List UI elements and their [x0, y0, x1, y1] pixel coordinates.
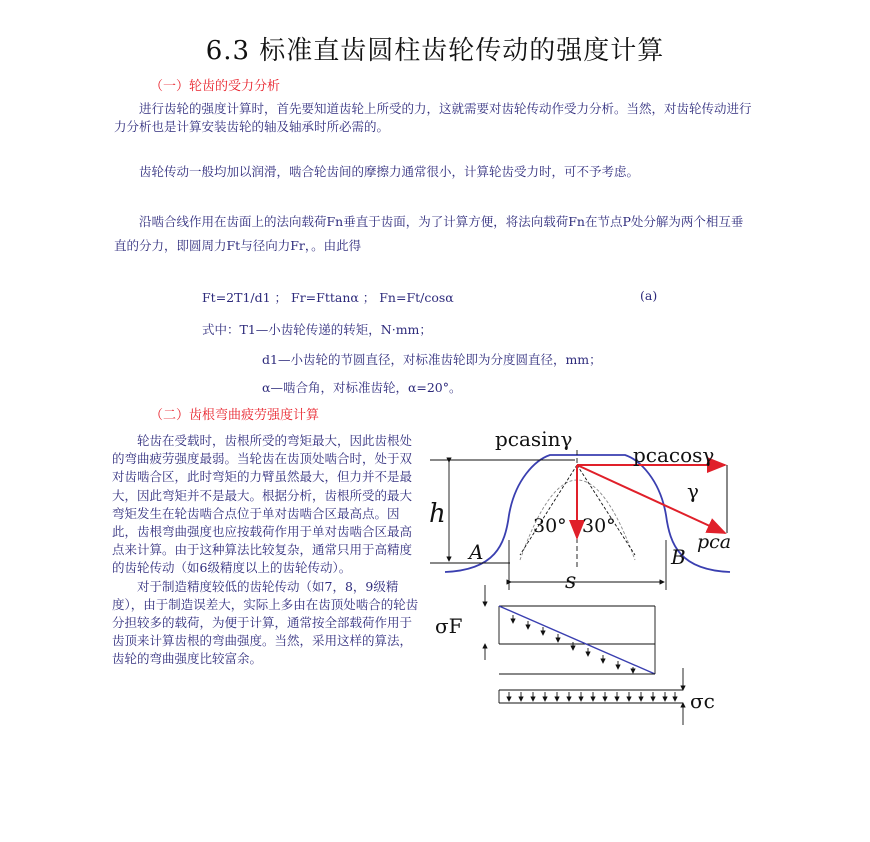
label-s: s [565, 569, 577, 594]
label-pca: pca [697, 531, 732, 553]
section1-paragraph-1: 进行齿轮的强度计算时，首先要知道齿轮上所受的力，这就需要对齿轮传动作受力分析。当然，对齿轮传动进行力分析也是计算安装齿轮的轴及轴承时所必需的。 [114, 101, 752, 134]
section2-paragraph-1: 轮齿在受载时，齿根所受的弯矩最大，因此齿根处的弯曲疲劳强度最弱。当轮齿在齿顶处啮合时，处于双对齿啮合区，此时弯矩的力臂虽然最大，但力并不是最大，因此弯矩并不是最大。根据分析，齿根所受的最大弯矩发生在轮齿啮合点位于单对齿啮合区最高点。因此，齿根弯曲强度也应按载荷作用于单对齿啮合区最高点来计算。由于这种算法比较复杂，通常只用于高精度的齿轮传动（如6级精度以上的齿轮传动）。 [112, 433, 413, 576]
label-30-right: 30° [582, 515, 616, 537]
label-30-left: 30° [533, 515, 567, 537]
section2-heading: （二）齿根弯曲疲劳强度计算 [150, 408, 320, 423]
section2-paragraph-2: 对于制造精度较低的齿轮传动（如7，8，9级精度），由于制造误差大，实际上多由在齿顶处啮合的轮齿分担较多的载荷，为便于计算，通常按全部载荷作用于齿顶来计算齿根的弯曲强度。当然，采用这样的算法，齿轮的弯曲强度比较富余。 [112, 578, 419, 667]
where-line-3: α—啮合角，对标准齿轮，α=20°。 [262, 380, 462, 395]
bending-stress-distribution [485, 585, 655, 674]
where-line-2: d1—小齿轮的节圆直径，对标准齿轮即为分度圆直径，mm； [262, 352, 602, 367]
section1-paragraph-2: 齿轮传动一般均加以润滑，啮合轮齿间的摩擦力通常很小，计算轮齿受力时，可不予考虑。 [139, 164, 640, 179]
force-formula: Ft=2T1/d1 ； Fr=Fttanα ； Fn=Ft/cosα [202, 290, 454, 305]
section2-text-column [112, 432, 424, 669]
formula-tag: (a) [640, 288, 658, 303]
label-B: B [671, 545, 686, 569]
page-title: 6.3 标准直齿圆柱齿轮传动的强度计算 [205, 36, 665, 66]
label-A: A [469, 540, 484, 564]
compressive-stress-distribution [499, 668, 683, 725]
section1-paragraph-3: 沿啮合线作用在齿面上的法向载荷Fn垂直于齿面，为了计算方便，将法向载荷Fn在节点P处分解为两个相互垂直的分力，即圆周力Ft与径向力Fr，。由此得 [114, 214, 744, 253]
section1-heading: （一）轮齿的受力分析 [150, 79, 281, 94]
label-sigma-F: σF [435, 614, 463, 638]
label-pca-sin: pcasinγ [495, 427, 573, 451]
label-pca-cos: pcacosγ [633, 443, 715, 467]
tooth-stress-diagram [425, 420, 760, 730]
label-sigma-c: σc [690, 689, 715, 713]
label-gamma: γ [687, 479, 699, 503]
label-h: h [429, 499, 446, 529]
tooth-profile [445, 455, 730, 572]
where-line-1: 式中：T1—小齿轮传递的转矩，N·mm； [202, 322, 432, 337]
